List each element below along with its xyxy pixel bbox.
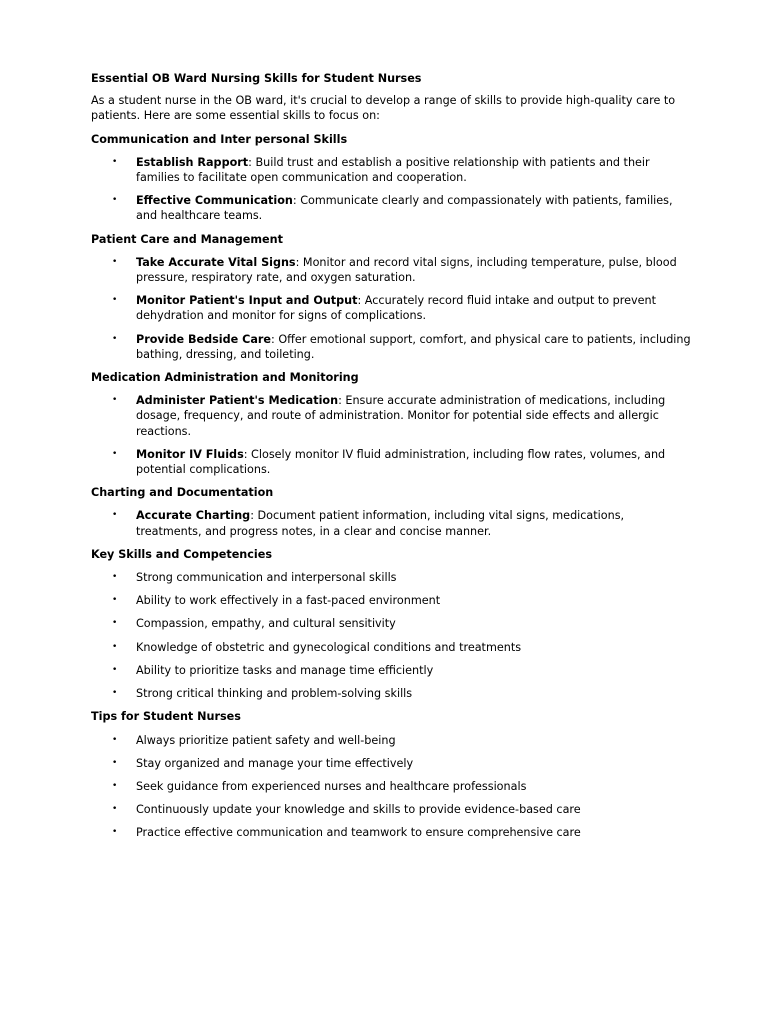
item-text: Compassion, empathy, and cultural sensitivity xyxy=(136,617,396,631)
item-text: Practice effective communication and teamwork to ensure comprehensive care xyxy=(136,826,581,840)
item-text: Strong critical thinking and problem-solving skills xyxy=(136,687,413,701)
document-page xyxy=(91,71,691,849)
list-item xyxy=(91,616,691,631)
bullet-icon: • xyxy=(112,256,118,267)
item-text: Ability to prioritize tasks and manage time efficiently xyxy=(136,663,434,677)
item-term: Establish Rapport xyxy=(136,155,249,169)
item-text: Knowledge of obstetric and gynecological conditions and treatments xyxy=(136,640,522,654)
bullet-icon: • xyxy=(112,595,118,606)
bullet-icon: • xyxy=(112,641,118,652)
bullet-icon: • xyxy=(112,664,118,675)
list-item xyxy=(91,570,691,585)
bullet-icon: • xyxy=(112,688,118,699)
bullet-icon: • xyxy=(112,156,118,167)
list-item xyxy=(91,255,691,285)
item-text: Stay organized and manage your time effectively xyxy=(136,756,414,770)
bullet-icon: • xyxy=(112,618,118,629)
sections-container xyxy=(91,132,691,841)
item-text: : Monitor and record vital signs, including temperature, pulse, blood pressure, respiratory rate, and oxygen saturation. xyxy=(136,255,677,285)
item-text: Ability to work effectively in a fast-paced environment xyxy=(136,594,441,608)
intro-paragraph: As a student nurse in the OB ward, it's crucial to develop a range of skills to provide high-quality care to patients. Here are some essential skills to focus on: xyxy=(91,94,676,123)
item-text: : Offer emotional support, comfort, and physical care to patients, including bathing, dressing, and toileting. xyxy=(136,332,691,361)
bullet-icon: • xyxy=(112,195,118,206)
bullet-icon: • xyxy=(112,780,118,791)
list-item xyxy=(91,640,691,655)
item-text: : Build trust and establish a positive relationship with patients and their families to facilitate open communication and cooperation. xyxy=(136,155,650,185)
bullet-icon: • xyxy=(112,827,118,838)
item-term: Monitor Patient's Input and Output xyxy=(136,294,358,308)
list-item xyxy=(91,686,691,701)
bullet-list xyxy=(91,570,691,701)
bullet-icon: • xyxy=(112,448,118,459)
bullet-icon: • xyxy=(112,295,118,306)
section-heading: Patient Care and Management xyxy=(91,232,283,246)
item-term: Accurate Charting xyxy=(136,509,251,523)
section xyxy=(91,485,691,539)
list-item xyxy=(91,593,691,608)
list-item xyxy=(91,802,691,817)
section xyxy=(91,132,691,224)
item-text: : Ensure accurate administration of medications, including dosage, frequency, and route of administration. Monitor for potential side effects and allergic reactions. xyxy=(136,394,666,438)
list-item xyxy=(91,733,691,748)
bullet-icon: • xyxy=(112,757,118,768)
item-text: Continuously update your knowledge and skills to provide evidence-based care xyxy=(136,803,581,817)
list-item xyxy=(91,508,691,538)
item-text: : Closely monitor IV fluid administration, including flow rates, volumes, and potential complications. xyxy=(136,447,666,477)
section-heading: Tips for Student Nurses xyxy=(91,710,241,724)
list-item xyxy=(91,825,691,840)
item-text: Seek guidance from experienced nurses and healthcare professionals xyxy=(136,779,527,793)
item-text: Strong communication and interpersonal skills xyxy=(136,571,397,585)
section-heading: Medication Administration and Monitoring xyxy=(91,371,359,385)
bullet-list xyxy=(91,508,691,538)
list-item xyxy=(91,393,691,439)
bullet-list xyxy=(91,393,691,477)
item-text: : Communicate clearly and compassionately with patients, families, and healthcare teams. xyxy=(136,194,673,223)
bullet-icon: • xyxy=(112,510,118,521)
list-item xyxy=(91,155,691,185)
item-text: : Accurately record fluid intake and output to prevent dehydration and monitor for signs of complications. xyxy=(136,294,656,323)
bullet-list xyxy=(91,155,691,224)
section xyxy=(91,370,691,477)
document-title: Essential OB Ward Nursing Skills for Student Nurses xyxy=(91,72,422,85)
list-item xyxy=(91,663,691,678)
list-item xyxy=(91,447,691,477)
section xyxy=(91,232,691,362)
list-item xyxy=(91,332,691,362)
item-term: Effective Communication xyxy=(136,194,293,208)
bullet-icon: • xyxy=(112,804,118,815)
item-term: Monitor IV Fluids xyxy=(136,447,244,461)
section-heading: Charting and Documentation xyxy=(91,486,274,500)
item-term: Administer Patient's Medication xyxy=(136,394,339,408)
list-item xyxy=(91,779,691,794)
section xyxy=(91,709,691,840)
bullet-list xyxy=(91,255,691,362)
section-heading: Communication and Inter personal Skills xyxy=(91,132,348,146)
bullet-icon: • xyxy=(112,395,118,406)
item-text: Always prioritize patient safety and well-being xyxy=(136,733,396,747)
section-heading: Key Skills and Competencies xyxy=(91,547,272,561)
list-item xyxy=(91,756,691,771)
bullet-icon: • xyxy=(112,734,118,745)
list-item xyxy=(91,293,691,323)
item-text: : Document patient information, including vital signs, medications, treatments, and progress notes, in a clear and concise manner. xyxy=(136,509,625,538)
list-item xyxy=(91,193,691,223)
item-term: Provide Bedside Care xyxy=(136,332,271,346)
bullet-list xyxy=(91,733,691,841)
bullet-icon: • xyxy=(112,572,118,583)
item-term: Take Accurate Vital Signs xyxy=(136,255,296,269)
section xyxy=(91,547,691,701)
bullet-icon: • xyxy=(112,333,118,344)
